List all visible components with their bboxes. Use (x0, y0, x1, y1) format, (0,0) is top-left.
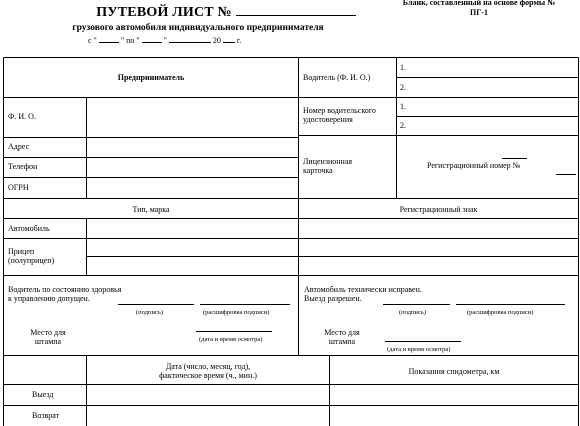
driver-health-label: Водитель по состоянию здоровья к управлению допущен. (8, 285, 122, 303)
signature-caption-right: (подпись) (399, 309, 426, 316)
license-num-1: 1. (400, 102, 406, 111)
trailer-label: Прицеп (полуприцеп) (8, 247, 55, 265)
exam-time-caption-left: (дата и время осмотра) (199, 336, 263, 343)
waybill-subtitle: грузового автомобиля индивидуального предпринимателя (72, 23, 324, 33)
driver-num-2: 2. (400, 83, 406, 92)
period-line: с " " по " " 20 г. (88, 36, 242, 45)
license-label: Номер водительского удостоверения (303, 106, 376, 124)
departure-label: Выезд (32, 390, 54, 399)
ogrn-label: ОГРН (8, 183, 29, 192)
driver-num-1: 1. (400, 63, 406, 72)
exam-time-caption-right: (дата и время осмотра) (387, 346, 451, 353)
driver-label: Водитель (Ф. И. О.) (303, 73, 371, 82)
address-label: Адрес (8, 142, 30, 151)
signature-caption-left: (подпись) (136, 309, 163, 316)
entrepreneur-header: Предприниматель (117, 73, 185, 82)
license-num-2: 2. (400, 121, 406, 130)
date-time-header: Дата (число, месяц, год), фактическое время (ч., мин.) (159, 362, 257, 380)
return-label: Возврат (32, 411, 60, 420)
car-ok-label: Автомобиль технически исправен. Выезд разрешен. (304, 285, 422, 303)
fio-label: Ф. И. О. (8, 112, 36, 121)
decoding-caption-right: (расшифровка подписи) (467, 309, 534, 316)
car-label: Автомобиль (8, 224, 50, 233)
waybill-title: ПУТЕВОЙ ЛИСТ № (0, 5, 452, 21)
form-note: Бланк, составленный на основе формы № ПГ-1 (402, 0, 556, 17)
type-brand-header: Тип, марка (132, 205, 170, 214)
reg-sign-header: Регистрационный знак (399, 205, 478, 214)
stamp-place-right: Место для штампа (324, 328, 360, 346)
decoding-caption-left: (расшифровка подписи) (203, 309, 270, 316)
stamp-place-left: Место для штампа (30, 328, 66, 346)
license-card-label: Лицензионная карточка (303, 157, 353, 175)
phone-label: Телефон (8, 162, 38, 171)
reg-number-label: Регистрационный номер № (427, 161, 521, 170)
odometer-header: Показания спидометра, км (408, 367, 500, 376)
